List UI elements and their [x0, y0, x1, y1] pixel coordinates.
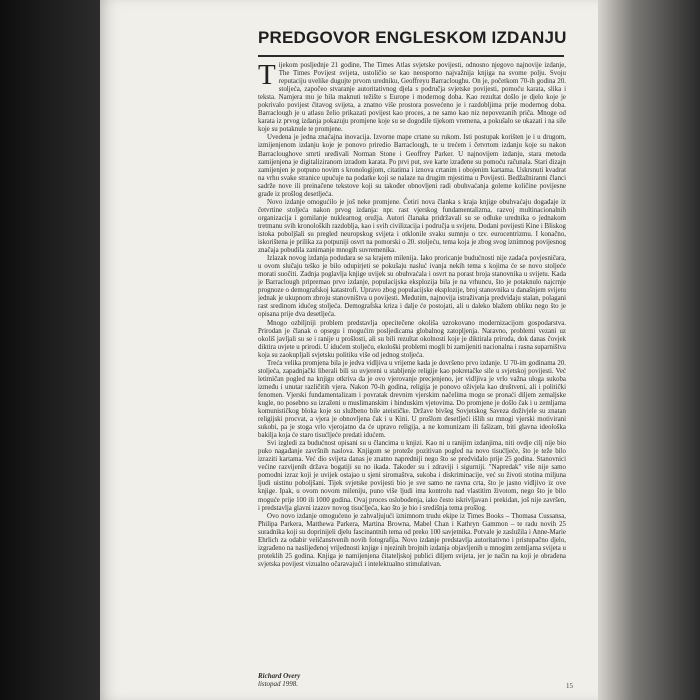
author-name: Richard Overy — [258, 672, 301, 680]
title-rule — [258, 55, 564, 57]
background-left-shadow — [0, 0, 100, 700]
background-right-shadow — [598, 0, 700, 700]
paragraph-4: Izlazak novog izdanja podudara se sa krajem milenija. Iako proricanje budućnosti nije zadaća povjesničara, u ovom slučaju teško je bilo odupirjeti se pokušaju nasluć ivanja nekih tema s kojima će se novo stoljeće morati suočiti. Zadnja poglavlja knjige uvijek su obuhvaćala i osvrt na porast broja stanovnika u svijetu. Kada je Barraclough pripremao prvo izdanje, populacijska eksplozija bila je na vrhuncu, što je potaknulo najcrnje prognoze o demografskoj katastrofi. Upravo zbog populacijske eksplozije, broj stanovnika u današnjem svijetu jednak je ukupnom zbroju stanovništva u povijesti. Međutim, najnovija istraživanja predviđaju stalan, polagani rast sredinom idućeg stoljeća. Demografska kriza i dalje će postojati, ali u daleko blažem obliku nego što je opisana prije dva desetljeća. — [258, 255, 566, 319]
drop-cap: T — [258, 62, 276, 91]
paragraph-6: Treća velika promjena bila je jedva vidljiva u vrijeme kada je dovršeno prvo izdanje. U 70-im godinama 20. stoljeća, zapadnjački liberali bili su uvjereni u stabljenje religije kao pokretačke sile u svjetskoj povijesti. Već letimičan pogled na knjigu otkriva da je ovo vjerovanje precjenjeno, jer vidljiva je vrlo važna uloga sukoba između i unutar različitih vjera. Nakon 70-ih godina, religija je ponovo oživjela kao društveni, ali i politički fenomen. Vjerski fundamentalizam i povratak drevnim vjerskim načelima mogu se pronaći diljem zemaljske kugle, no posebno su izraženi u muslimanskim i hinduskim vjetovima. Do promjene je došlo čak i u zemljama komunističkog bloka koje su službeno bile ateističke. Države bivšeg Sovjetskog Saveza doživjele su znatan religijski procvat, a vjera je obnovljena čak i u Kini. U prošlom desetljeći išlih su mnogi vjerski motivirani sukobi, pa je stoga vrlo vjerojatno da će upravo religija, a ne komunizam ili fašizam, biti glavna ideološka bakilja koja će staro tisućljeće predati idućem. — [258, 359, 566, 440]
paragraph-7: Svi izgledi za budućnost opisani su u člancima u knjizi. Kao ni u ranijim izdanjima, niti ovdje cilj nije bio puko nagađanje završnih naslova. Knjigom se proteže pozitivan pogled na novo tisućljeće, što je teže bilo izraziti kartama. Već dio svijeta danas je znatno napredniji nego što se predviđalo prije 25 godina. Stanovnici većine razvijenih država bogatiji su no ikada. Također su i zdraviji i sigurniji. "Napredak" više nije samo pomodni izraz koji je uvijek ostajao u sjeni siromaštva, sukoba i diskriminacije, već su životi stotina miljuna ljudi uistinu poboljšani. Tijek svjetske povijesti bio je sve samo ne ravna crta, što je jasno vidljivo iz ove knjige. Ipak, u ovom novom mileniju, puno više ljudi ima kontrolu nad vlastitim životom, nego što je bilo moguće prije 100 ili 1000 godina. Ovaj proces oslobođenja, iako često iskrivljavan i prekidan, još nije završen, i predstavlja glavni izazov novog tisućljeća, kao što je bio i središnja tema prošlog. — [258, 440, 566, 512]
page-number: 15 — [566, 682, 573, 690]
paragraph-1 — [258, 62, 566, 134]
paragraph-8: Ovo novo izdanje omogućeno je zahvaljujući iznimnom trudu ekipe iz Times Books – Thomasa Cussansa, Philipa Parkera, Matthewa Parkera, Martina Browna, Mabel Chan i Kathryn Gammon – te radu novih 25 suradnika koji su doprinijeli djelu fascinantnih tema od preko 100 savjetnika. Potvale je zaslužila i Anne-Marie Ehrlich za odabir veličanstvenih novih fotografija. Novo izdanje predstavlja autoritativno i pristupačno djelo, izgrađeno na naslijeđenoj vrijednosti knjige i njezinih brojnih izdanja objavljenih u mnogim zemljama svijeta u proteklih 25 godina. Knjiga je namijenjena čitateljskoj publici diljem svijeta, jer je način na koji je obrađena svjetska povijest vizualno očaravajući i intelektualno stimulativan. — [258, 512, 566, 568]
page-title: PREDGOVOR ENGLESKOM IZDANJU — [258, 28, 567, 47]
signature-block — [258, 672, 300, 688]
paragraph-3: Novo izdanje omogućilo je još neke promjene. Četiri nova članka s kraja knjige obuhvaćaju događaje iz četvrtine stoljeća nakon prvog izdanja: npr. rast vjerskog fundamentalizma, razvoj multinacionalnih organizacija i gomilanje nuklearnog oružja. Autori članaka pridržavali su se odluke urednika o jednakom tretmanu svih kronoloških razdoblja, kao i svih civilizacija i područja u svijetu. Dodani povijesti Kine i Bliskog istoka poboljšali su pregled neuropskog svijeta i otklonile svaku sumnju o tzv. eurocentrizmu. I konačno, iskorištena je prilika za potpuniji osvrt na pomorski o 20. stoljeću, tema koja je zbog svog iznimnog povijesnog značaja pobudila zanimanje mnogih suvremenika. — [258, 198, 566, 255]
signature-date: listopad 1998. — [258, 680, 299, 688]
paragraph-1-text: ijekom posljednje 21 godine, The Times Atlas svjetske povijesti, odnosno njegovo najnovije izdanje, The Times Povijest svijeta, ustoličio se kao neosporno najvažnija knjiga na svome polju. Svoju reputaciju uvelike dugujte prvom uredniku, Geoffreyu Barracloughu. On je, početkom 70-ih godina 20. stoljeća, započeo stvaranje autoritativnog djela s područja svjetske povijesti, pomoću karata, slika i teksta. Namjera mu je bila maknuti težište s Europe i modernog doba. Kao rezultat došlo je djelo koje je pokrivalo povijest čitavog svijeta, a znatno više prostora posvećeno je i razdobljima prije modernog doba. Barraclough je u atlasu želio prikazati povijest kao proces, a ne samo kao niz nepovezanih priča. Mnoge od karata iz prvog izdanja pokazuju promjene koje su se dogodile tijekom vremena, a pokušalo se ukazati i na sile koje su potaknule te promjene. — [258, 62, 566, 134]
body-text — [258, 62, 566, 670]
paragraph-2: Uvedena je jedna značajna inovacija. Izvorne mape crtane su rukom. Isti postupak korišten je i u drugom, izmijenjenom izdanju koje je ponovo priredio Barraclough, te u trećem i četvrtom izdanju koje su nakon Barracloughove smrti uređivali Norman Stone i Geoffrey Parker. U najnovijem izdanju, stara metoda zamijenjena je digitaliziranom izradom karata. Po prvi put, sve karte izrađene su pomoću računala. Stari dizajn zamijenjen je potpuno novim s kronologijom, citatima i iznova crtanim i obojenim kartama. Uskrsnuti kvadrat na vrhu svake stranice upućuje na podatke koji se nalaze na drugim mjestima u Povijesti. Bedžažniranni članci sadrže nove ili preinačene tekstove koji su također obnovljeni radi obuhvaćanja golemе količine povijesne građe iz prošlog desetljeća. — [258, 134, 566, 198]
paragraph-5: Mnogo ozbiljniji problem predstavlja opecitečene okoliša uzrokovano modernizacijom gospodarstva. Prirodan je članak o opsegu i mogućim posljedicama globalnog zatopljenja. Naravno, problemi vezani uz okoliš javljali su se i ranije u prošlosti, ali su bili rezultat okolnosti koje je diktirala priroda, dok danas čovjek diktira uvjete u prirodi. U idućem stoljeću, ekološki problemi mogli bi zamijeniti nacionalna i rasna suparništva koja su zaokupljali svjetsku politiku više od jednog stoljeća. — [258, 319, 566, 359]
